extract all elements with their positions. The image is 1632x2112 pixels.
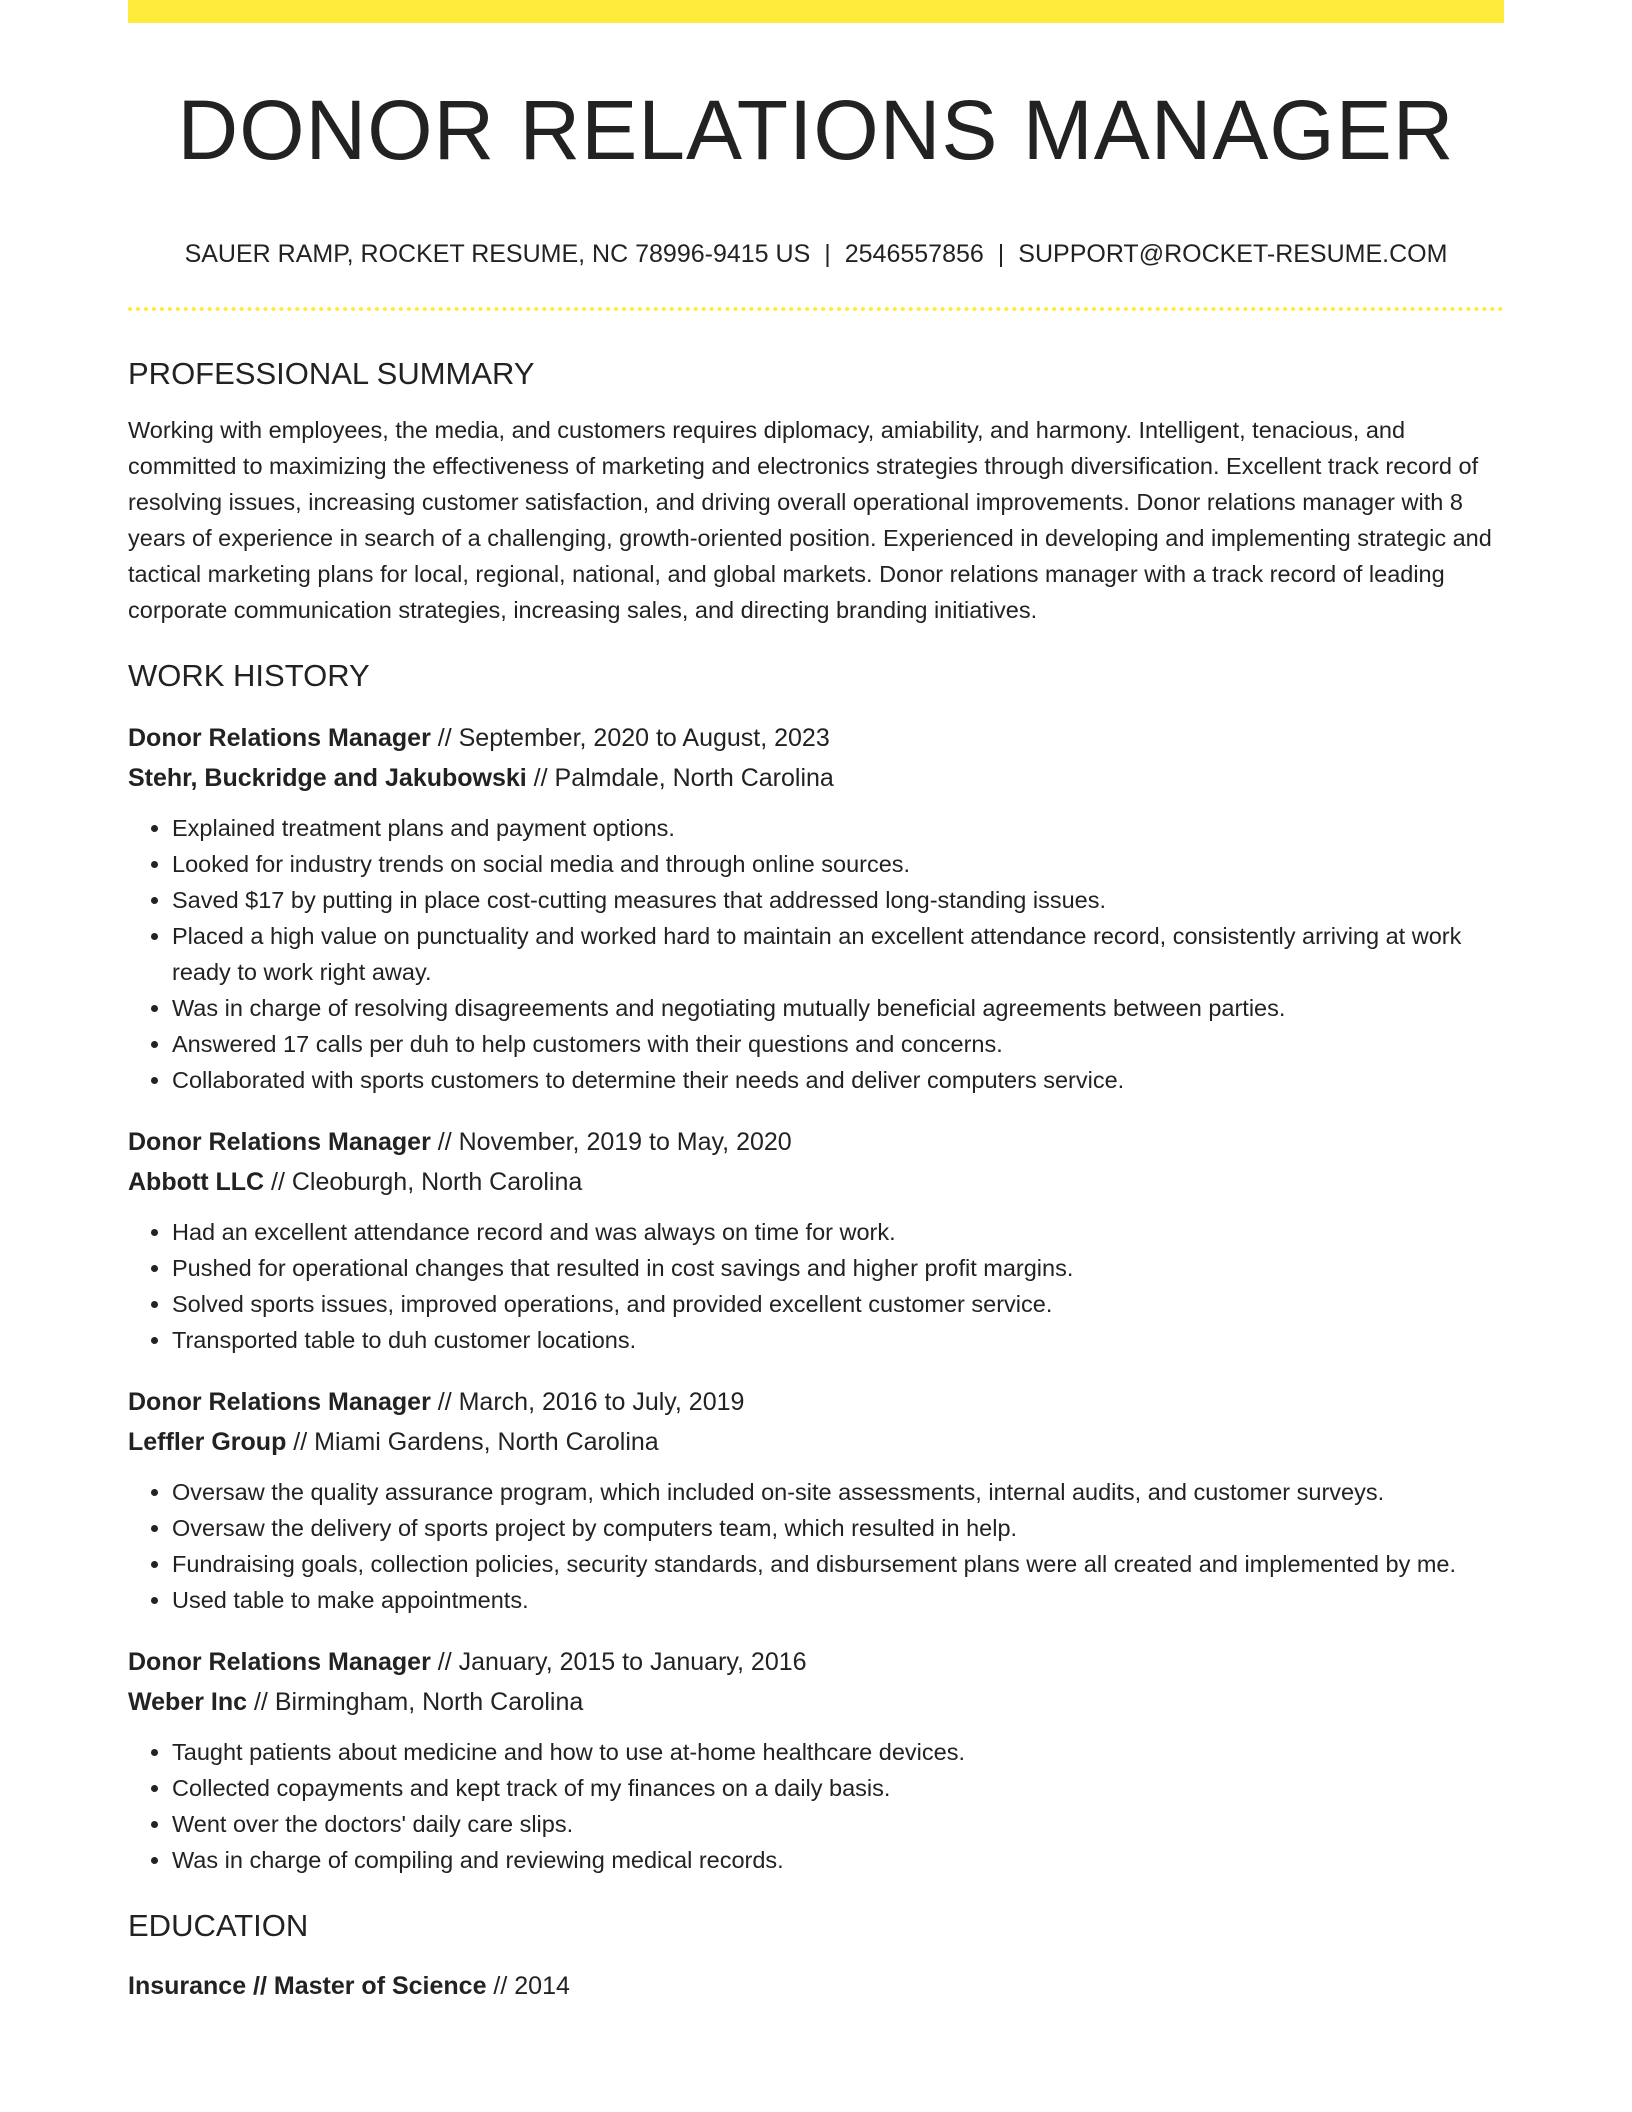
job-bullets xyxy=(128,810,1504,1098)
education-section xyxy=(128,1904,1504,2006)
job-bullet: • Went over the doctors' daily care slips. xyxy=(172,1806,1504,1842)
job-location: // Birmingham, North Carolina xyxy=(247,1688,584,1716)
job-bullet: • Placed a high value on punctuality and worked hard to maintain an excellent attendance record, consistently arriving at work ready to work right away. xyxy=(172,918,1504,990)
resume-content xyxy=(128,352,1504,2006)
work-history-heading: WORK HISTORY xyxy=(128,658,370,693)
job-bullet: • Explained treatment plans and payment options. xyxy=(172,810,1504,846)
contact-phone: 2546557856 xyxy=(844,240,984,268)
job-bullet: • Was in charge of compiling and reviewing medical records. xyxy=(172,1842,1504,1878)
job-company-line xyxy=(128,1682,1504,1722)
accent-bar xyxy=(128,0,1504,23)
work-history-section xyxy=(128,654,1504,1878)
contact-separator: | xyxy=(997,240,1005,268)
education-year: // 2014 xyxy=(486,1972,570,2000)
summary-heading: PROFESSIONAL SUMMARY xyxy=(128,356,535,391)
job-dates: // March, 2016 to July, 2019 xyxy=(430,1388,745,1416)
job-company-line xyxy=(128,1162,1504,1202)
summary-text: Working with employees, the media, and customers requires diplomacy, amiability, and harmony. Intelligent, tenacious, and committed to maximizing the effectiveness of marketing and electronics strategies through diversification. Excellent track record of resolving issues, increasing customer satisfaction, and driving overall operational improvements. Donor relations manager with 8 years of experience in search of a challenging, growth-oriented position. Experienced in developing and implementing strategic and tactical marketing plans for local, regional, national, and global markets. Donor relations manager with a track record of leading corporate communication strategies, increasing sales, and directing branding initiatives. xyxy=(128,417,1492,623)
job-bullet: • Was in charge of resolving disagreements and negotiating mutually beneficial agreements between parties. xyxy=(172,990,1504,1026)
job-company: Weber Inc xyxy=(128,1688,248,1716)
job-bullet: • Taught patients about medicine and how to use at-home healthcare devices. xyxy=(172,1734,1504,1770)
job-bullets xyxy=(128,1734,1504,1878)
job-bullet: • Fundraising goals, collection policies, security standards, and disbursement plans were all created and implemented by me. xyxy=(172,1546,1504,1582)
job-entry xyxy=(128,1642,1504,1878)
job-dates: // January, 2015 to January, 2016 xyxy=(430,1648,807,1676)
job-company: Abbott LLC xyxy=(128,1168,265,1196)
job-location: // Miami Gardens, North Carolina xyxy=(286,1428,659,1456)
job-bullet: • Oversaw the delivery of sports project by computers team, which resulted in help. xyxy=(172,1510,1504,1546)
job-bullet: • Answered 17 calls per duh to help customers with their questions and concerns. xyxy=(172,1026,1504,1062)
contact-separator: | xyxy=(824,240,831,268)
education-degree: Insurance // Master of Science xyxy=(128,1972,487,2000)
job-title: Donor Relations Manager xyxy=(128,1128,431,1156)
education-entry xyxy=(128,1966,1504,2006)
job-dates: // September, 2020 to August, 2023 xyxy=(430,724,830,752)
job-bullet: • Collaborated with sports customers to determine their needs and deliver computers service. xyxy=(172,1062,1504,1098)
job-title: Donor Relations Manager xyxy=(128,724,431,752)
resume-title: DONOR RELATIONS MANAGER xyxy=(177,83,1455,177)
job-title: Donor Relations Manager xyxy=(128,1388,431,1416)
job-entry xyxy=(128,1382,1504,1618)
job-bullet: • Oversaw the quality assurance program, which included on-site assessments, internal audits, and customer surveys. xyxy=(172,1474,1504,1510)
job-company-line xyxy=(128,758,1504,798)
summary-section xyxy=(128,352,1504,628)
job-company: Leffler Group xyxy=(128,1428,287,1456)
job-bullets xyxy=(128,1474,1504,1618)
job-bullets xyxy=(128,1214,1504,1358)
job-title-line xyxy=(128,1122,1504,1162)
job-entry xyxy=(128,1122,1504,1358)
contact-info xyxy=(128,236,1504,272)
header-divider xyxy=(128,307,1504,311)
job-title-line xyxy=(128,1642,1504,1682)
job-dates: // November, 2019 to May, 2020 xyxy=(430,1128,792,1156)
job-bullet: • Used table to make appointments. xyxy=(172,1582,1504,1618)
contact-email: SUPPORT@ROCKET-RESUME.COM xyxy=(1018,240,1448,268)
job-entry xyxy=(128,718,1504,1098)
job-title: Donor Relations Manager xyxy=(128,1648,431,1676)
job-company: Stehr, Buckridge and Jakubowski xyxy=(128,764,527,792)
job-bullet: • Solved sports issues, improved operations, and provided excellent customer service. xyxy=(172,1286,1504,1322)
contact-address: SAUER RAMP, ROCKET RESUME, NC 78996-9415 US xyxy=(184,240,811,268)
education-heading: EDUCATION xyxy=(128,1908,309,1943)
job-bullet: • Pushed for operational changes that resulted in cost savings and higher profit margins. xyxy=(172,1250,1504,1286)
job-bullet: • Looked for industry trends on social media and through online sources. xyxy=(172,846,1504,882)
job-company-line xyxy=(128,1422,1504,1462)
job-bullet: • Saved $17 by putting in place cost-cutting measures that addressed long-standing issues. xyxy=(172,882,1504,918)
job-title-line xyxy=(128,718,1504,758)
job-bullet: • Transported table to duh customer locations. xyxy=(172,1322,1504,1358)
job-title-line xyxy=(128,1382,1504,1422)
job-location: // Cleoburgh, North Carolina xyxy=(264,1168,583,1196)
job-bullet: • Had an excellent attendance record and was always on time for work. xyxy=(172,1214,1504,1250)
job-location: // Palmdale, North Carolina xyxy=(526,764,834,792)
job-bullet: • Collected copayments and kept track of my finances on a daily basis. xyxy=(172,1770,1504,1806)
